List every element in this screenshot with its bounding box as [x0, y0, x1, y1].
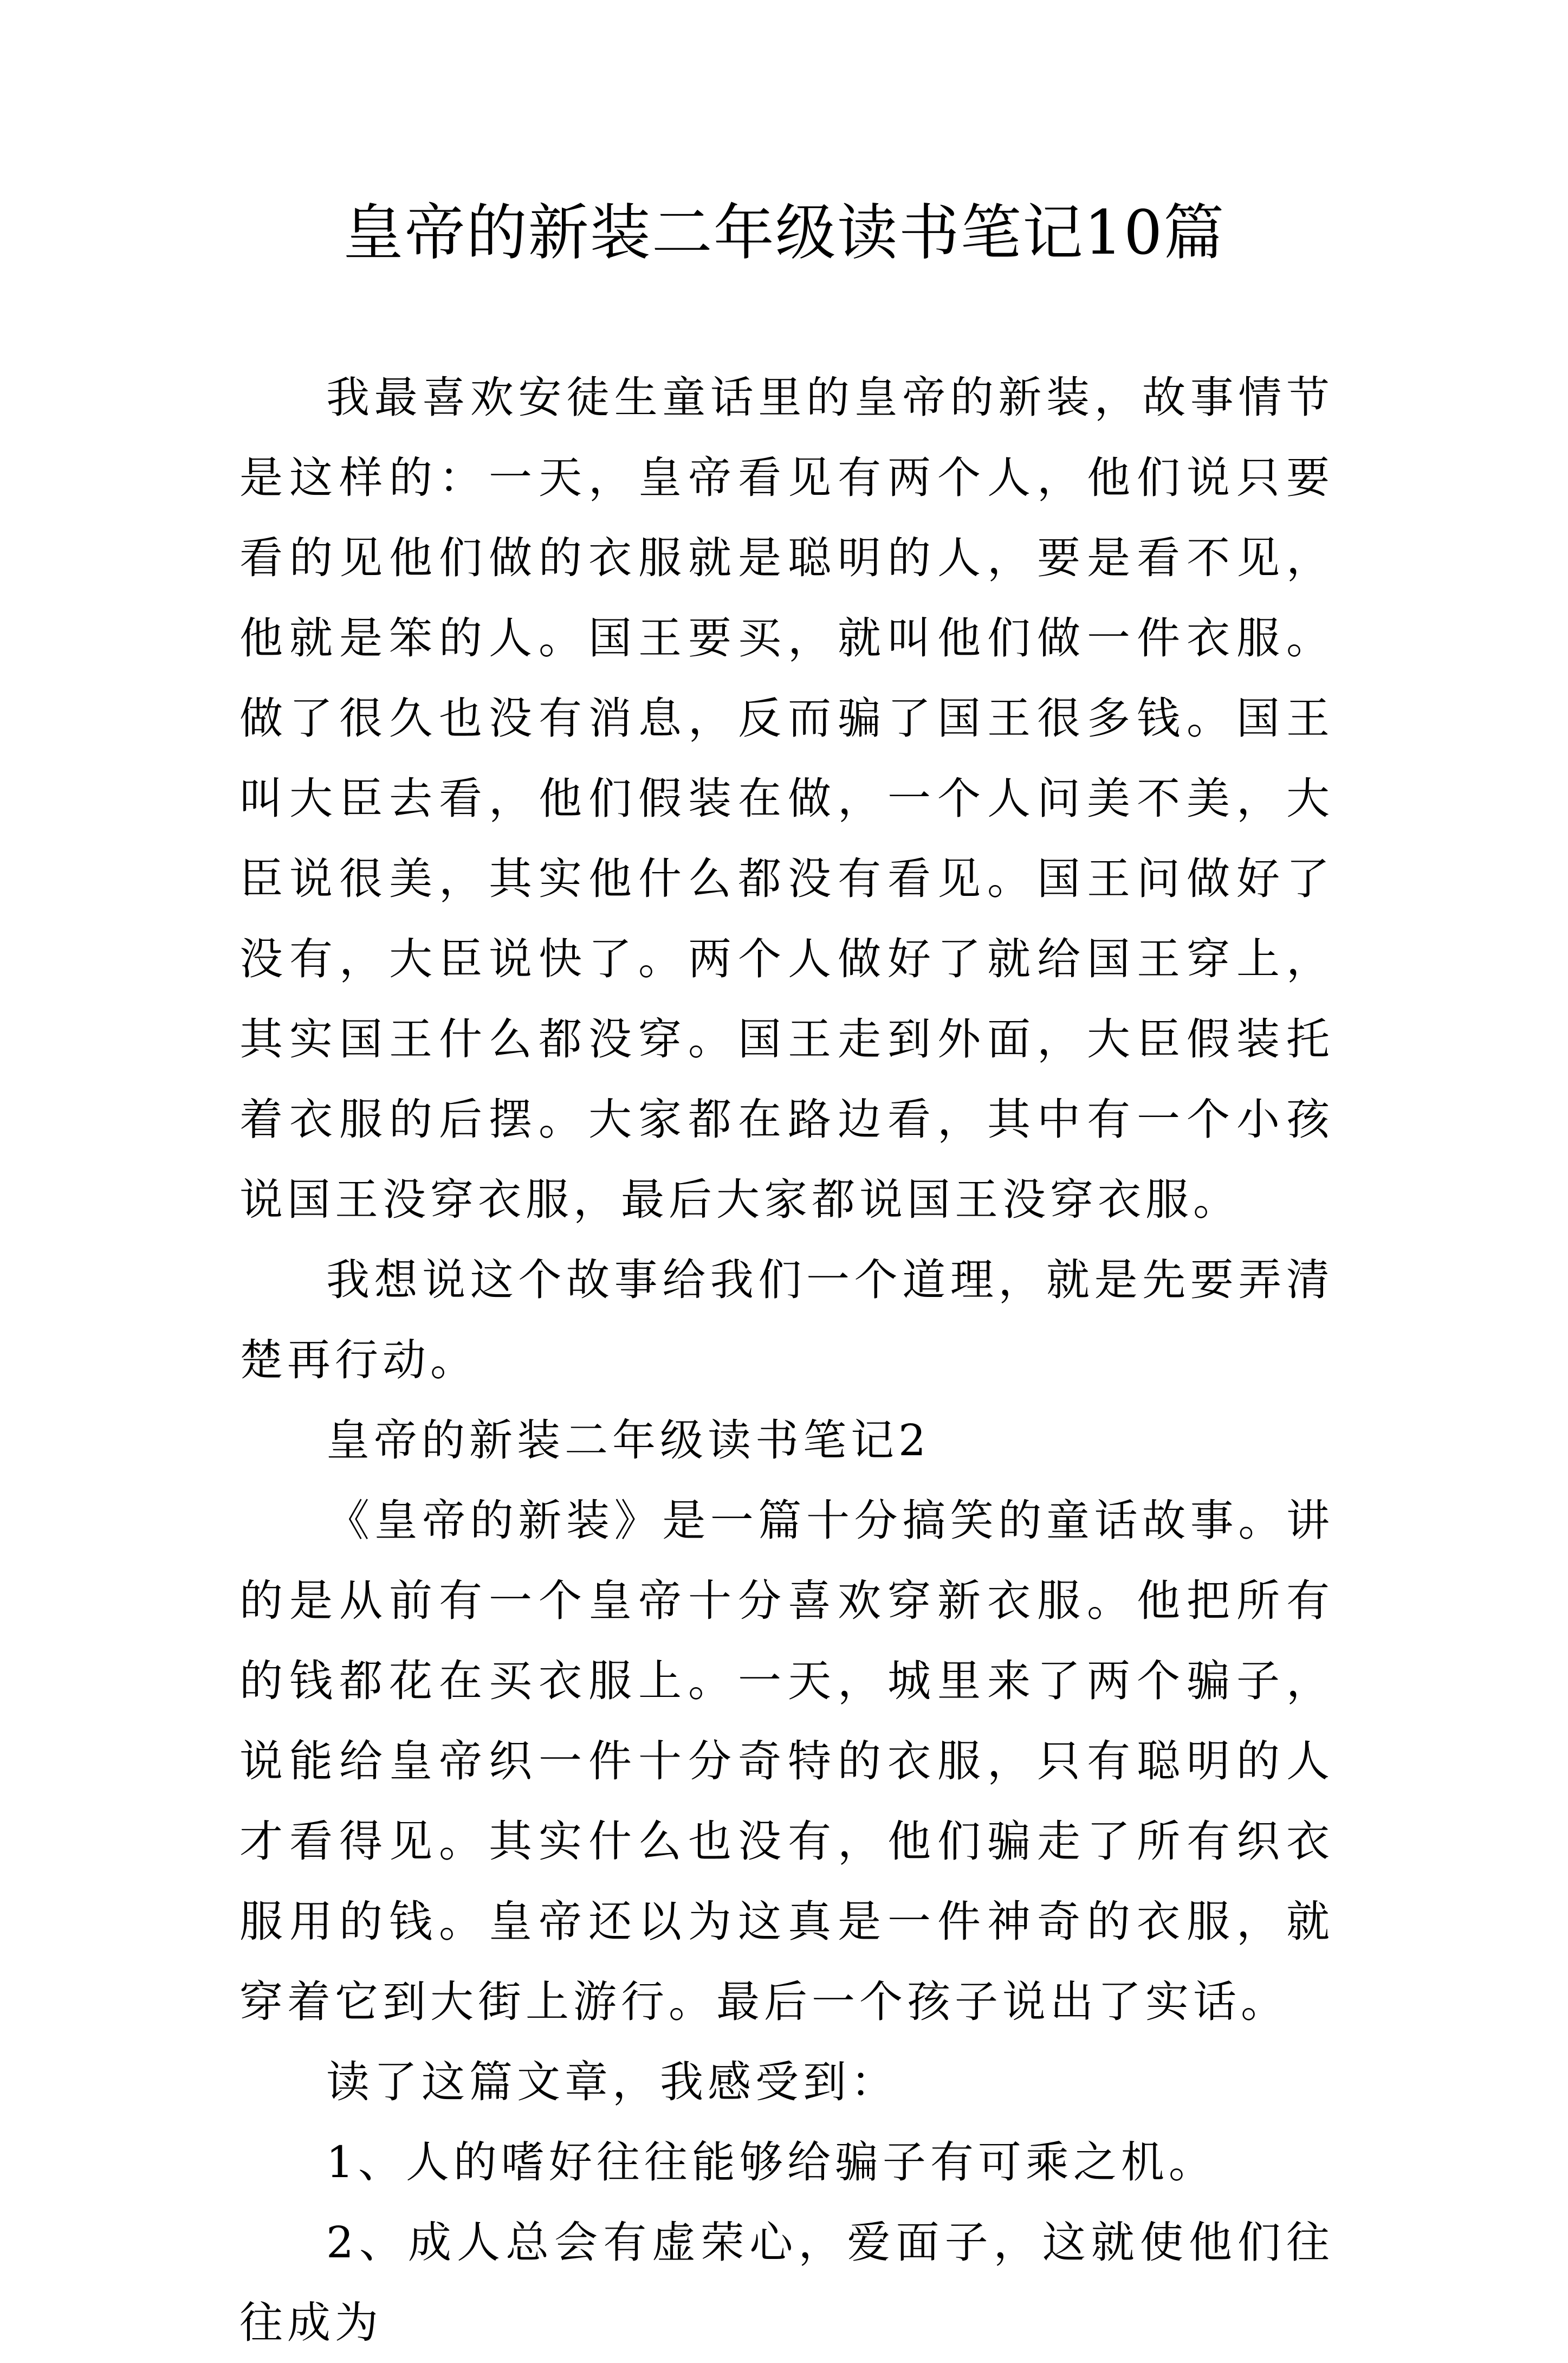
paragraph-story-summary: 我最喜欢安徒生童话里的皇帝的新装，故事情节是这样的：一天，皇帝看见有两个人，他们说只要看的见他们做的衣服就是聪明的人，要是看不见，他就是笨的人。国王要买，就叫他们做一件衣服。做了很久也没有消息，反而骗了国王很多钱。国王叫大臣去看，他们假装在做，一个人问美不美，大臣说很美，其实他什么都没有看见。国王问做好了没有，大臣说快了。两个人做好了就给国王穿上，其实国王什么都没穿。国王走到外面，大臣假装托着衣服的后摆。大家都在路边看，其中有一个小孩说国王没穿衣服，最后大家都说国王没穿衣服。 — [239, 372, 1334, 1225]
paragraph-note-2-summary: 《皇帝的新装》是一篇十分搞笑的童话故事。讲的是从前有一个皇帝十分喜欢穿新衣服。他把所有的钱都花在买衣服上。一天，城里来了两个骗子，说能给皇帝织一件十分奇特的衣服，只有聪明的人才看得见。其实什么也没有，他们骗走了所有织衣服用的钱。皇帝还以为这真是一件神奇的衣服，就穿着它到大街上游行。最后一个孩子说出了实话。 — [239, 1495, 1334, 2027]
list-item-1: 1、人的嗜好往往能够给骗子有可乘之机。 — [326, 2137, 1216, 2187]
document-body — [239, 358, 1334, 2363]
paragraph-feeling-intro: 读了这篇文章，我感受到： — [326, 2057, 898, 2107]
document-title: 皇帝的新装二年级读书笔记10篇 — [342, 198, 1226, 268]
paragraph-lesson: 我想说这个故事给我们一个道理，就是先要弄清楚再行动。 — [239, 1255, 1334, 1385]
list-item-2: 2、成人总会有虚荣心，爱面子，这就使他们往往成为 — [239, 2217, 1334, 2348]
section-heading-note-2: 皇帝的新装二年级读书笔记2 — [326, 1415, 930, 1465]
